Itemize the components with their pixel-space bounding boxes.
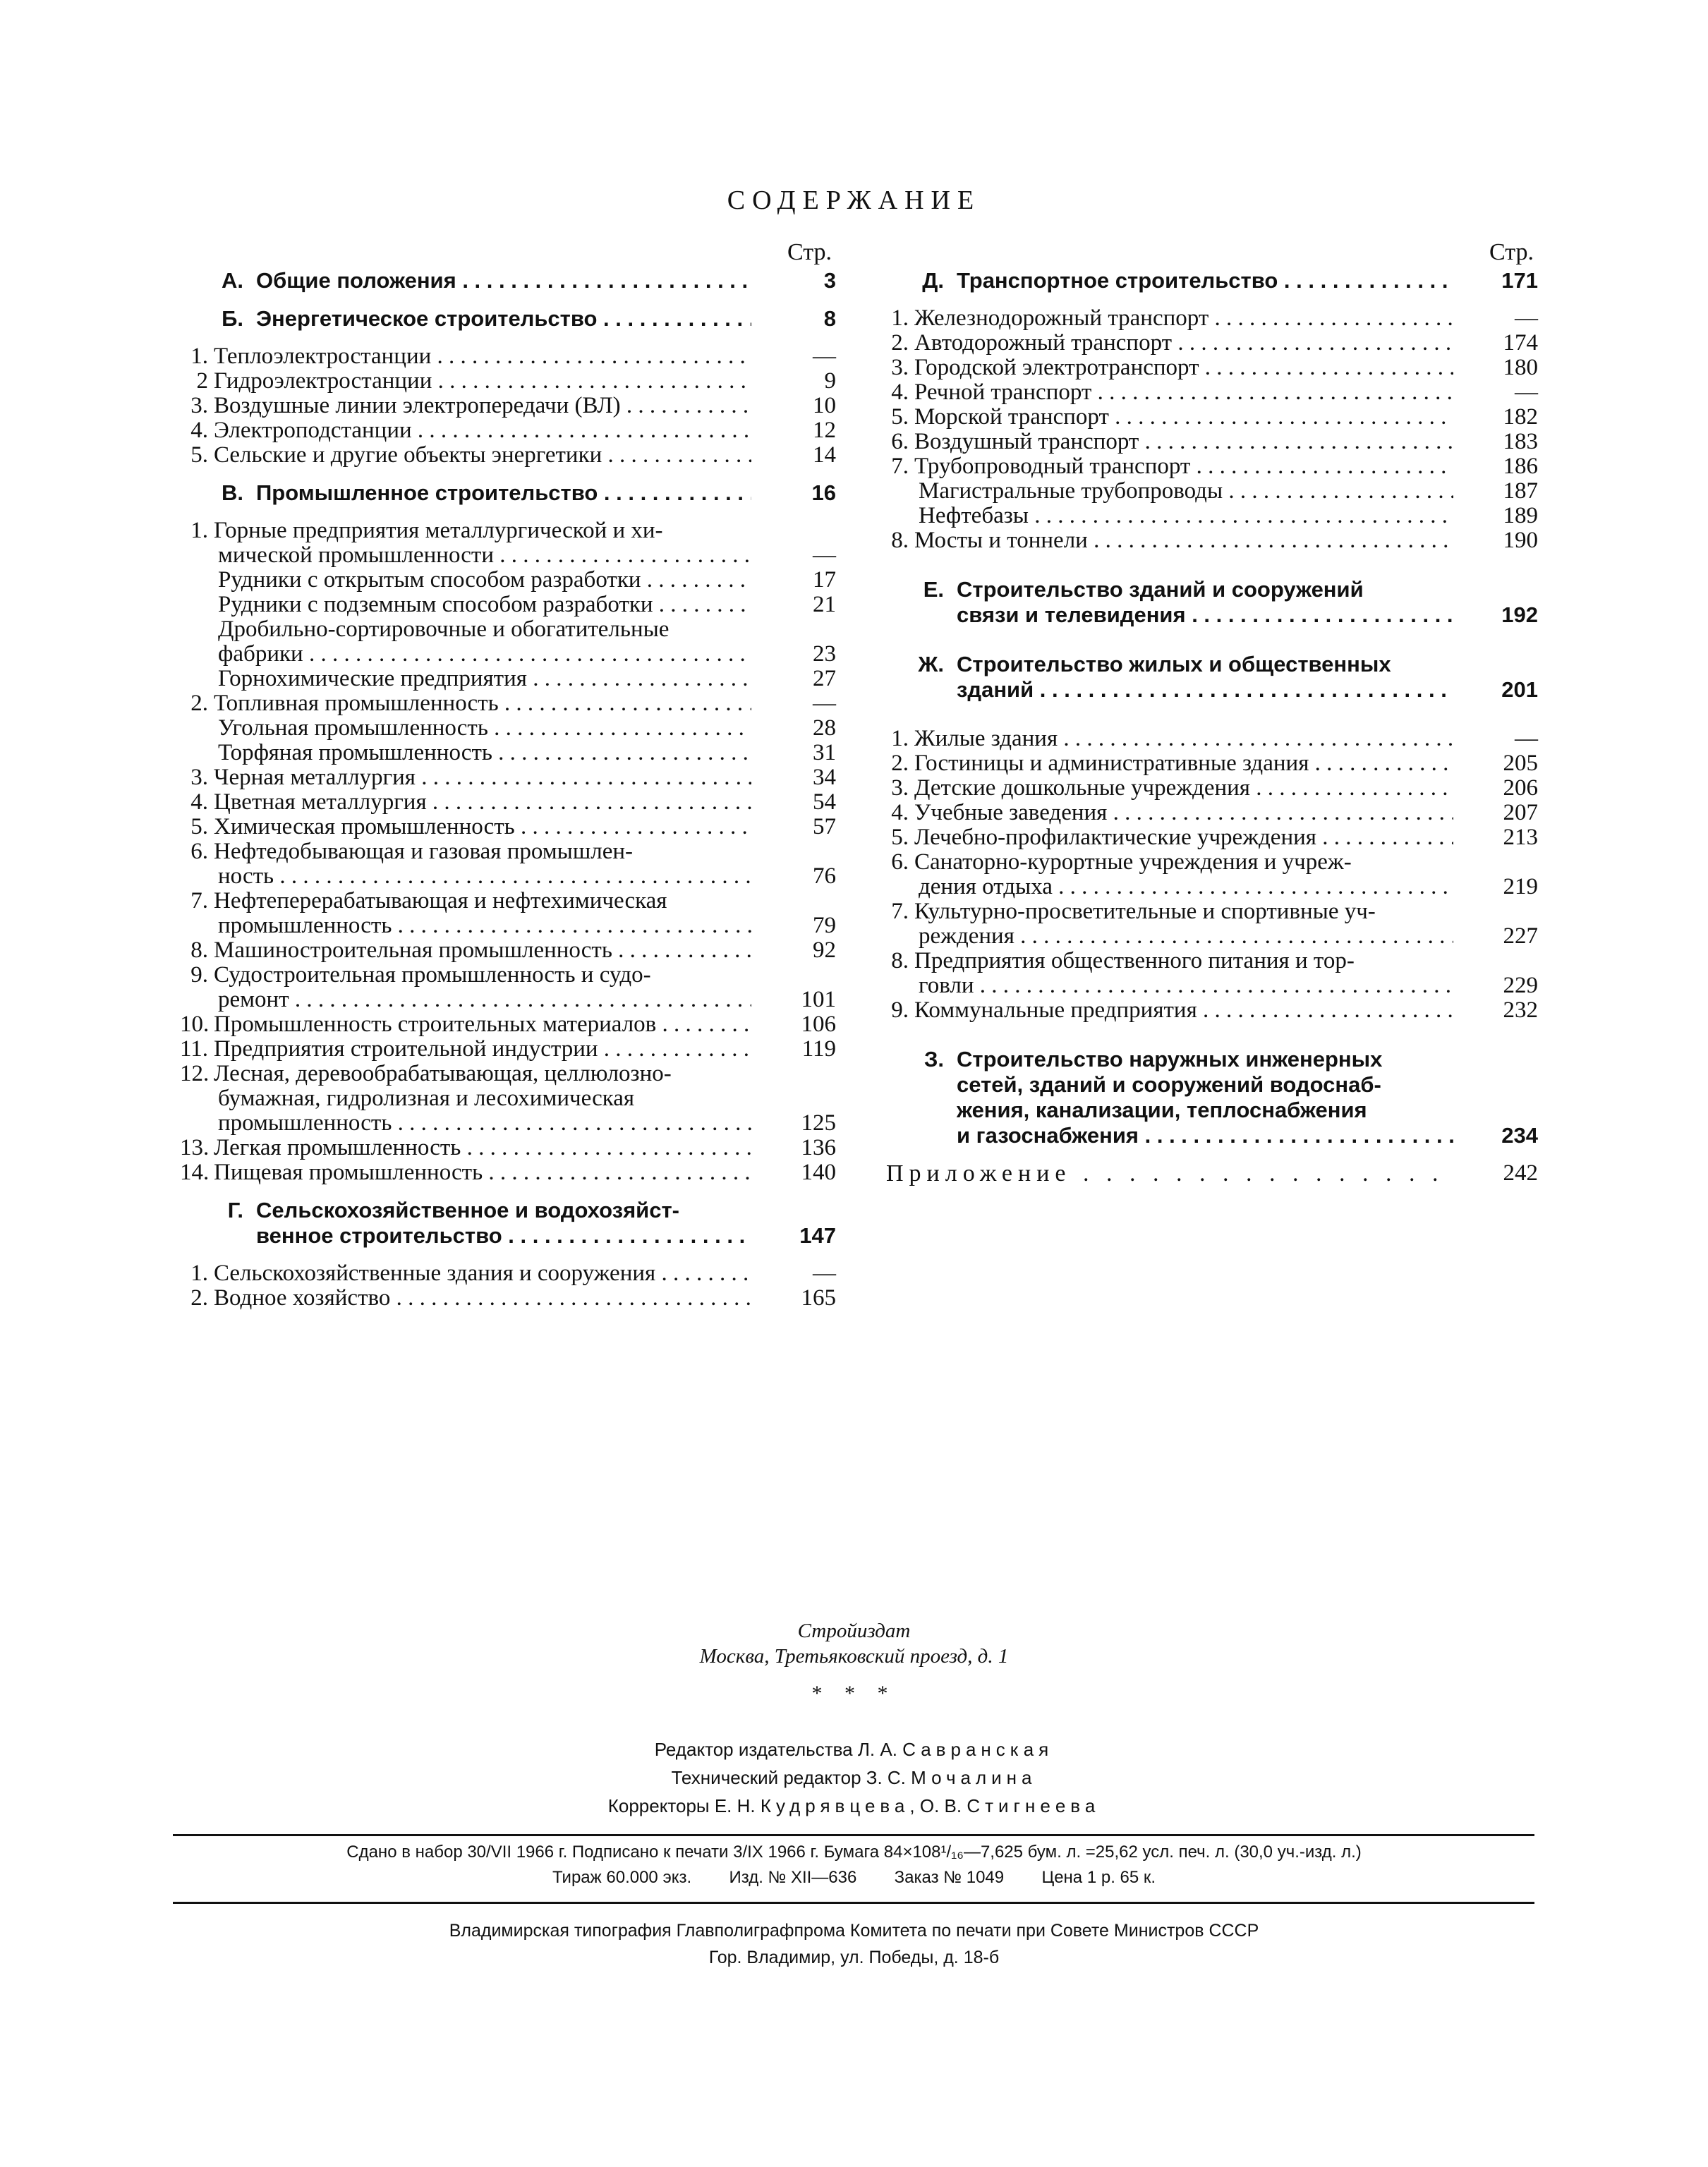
toc-entry-row [880, 504, 1538, 528]
toc-entry-row [180, 1037, 836, 1062]
entry-page-number: 92 [813, 937, 836, 963]
entry-title: зданий . . . [950, 677, 1453, 703]
entry-title: Воздушные линии электропередачи (ВЛ) . . . [214, 394, 751, 418]
entry-title: Магистральные трубопроводы . . . [914, 479, 1453, 504]
toc-entry-row [880, 751, 1538, 776]
toc-section-row [880, 652, 1538, 677]
entry-page-number: 140 [801, 1160, 836, 1185]
entry-title: Горнохимические предприятия . . . [214, 667, 751, 691]
toc-section-row [180, 1198, 836, 1223]
toc-entry-row [880, 356, 1538, 380]
toc-section-row [180, 1223, 836, 1249]
entry-page-number: 183 [1503, 429, 1538, 454]
entry-page-number: 234 [1501, 1123, 1538, 1148]
entry-number: 4. [891, 380, 909, 405]
entry-title: и газоснабжения . . . [950, 1123, 1453, 1148]
entry-title: Топливная промышленность . . . [214, 691, 751, 716]
toc-entry-row [180, 741, 836, 765]
entry-title: Гидроэлектростанции . . . [214, 369, 751, 394]
toc-entry-row [180, 642, 836, 667]
entry-number: 2. [891, 330, 909, 356]
entry-page-number: 17 [813, 567, 836, 593]
entry-title: Сельскохозяйственное и водохозяйст- [256, 1198, 679, 1222]
entry-title: Дробильно-сортировочные и обогатительные [218, 617, 670, 642]
toc-entry-row [880, 776, 1538, 801]
entry-title: Рудники с открытым способом разработки . . . [214, 568, 751, 593]
entry-page-number: — [1515, 726, 1538, 751]
spacer [880, 553, 1538, 577]
spacer [180, 293, 836, 306]
entry-page-number: 31 [813, 740, 836, 765]
entry-page-number: 187 [1503, 478, 1538, 504]
entry-page-number: 229 [1503, 973, 1538, 998]
toc-entry-row [180, 988, 836, 1012]
entry-title: Нефтебазы . . . [914, 504, 1453, 528]
entry-title: ремонт . . . [214, 988, 751, 1012]
toc-entry-row [180, 691, 836, 716]
entry-title: Электроподстанции . . . [214, 418, 751, 443]
entry-title: Городской электротранспорт . . . [914, 356, 1453, 380]
entry-title: связи и телевидения . . . [950, 602, 1453, 628]
entry-number: 3. [190, 765, 208, 790]
entry-page-number: 190 [1503, 528, 1538, 553]
toc-entry-row [180, 938, 836, 963]
toc-entry-row [180, 418, 836, 443]
entry-title: Предприятия строительной индустрии . . . [214, 1037, 751, 1062]
toc-entry-row [180, 667, 836, 691]
entry-title: Морской транспорт . . . [914, 405, 1453, 430]
toc-entry-row [180, 1136, 836, 1160]
entry-title: Сельские и другие объекты энергетики . . . [214, 443, 751, 468]
entry-number: В. [222, 480, 243, 505]
entry-page-number: 189 [1503, 503, 1538, 528]
toc-entry-row [180, 369, 836, 394]
toc-entry-row [180, 839, 836, 864]
entry-title: Строительство наружных инженерных [957, 1047, 1383, 1072]
toc-entry-row [180, 568, 836, 593]
entry-page-number: 174 [1503, 330, 1538, 356]
toc-entry-row [180, 593, 836, 617]
entry-title: ность . . . [214, 864, 751, 889]
toc-section-row [880, 1047, 1538, 1072]
entry-title: Машиностроительная промышленность . . . [214, 938, 751, 963]
entry-title: Санаторно-курортные учреждения и учреж- [914, 850, 1352, 875]
entry-number: Б. [222, 306, 243, 331]
toc-entry-row [180, 518, 836, 543]
bib-line-2: Тираж 60.000 экз. Изд. № XII—636 Заказ № 1049 Цена 1 р. 65 к. [552, 1868, 1156, 1887]
entry-title: Детские дошкольные учреждения . . . [914, 776, 1453, 801]
toc-entry-row [180, 716, 836, 741]
entry-title: говли . . . [914, 973, 1453, 998]
entry-title: Нефтедобывающая и газовая промышлен- [214, 839, 633, 864]
entry-title: жения, канализации, теплоснабжения [957, 1098, 1367, 1122]
toc-entry-row [880, 479, 1538, 504]
entry-title: Автодорожный транспорт . . . [914, 331, 1453, 356]
entry-number: 1. [190, 344, 208, 369]
printer-line-1: Владимирская типография Главполиграфпрома Комитета по печати при Совете Министров СССР [449, 1921, 1259, 1941]
toc-entry-row [180, 443, 836, 468]
toc-right-column [880, 237, 1538, 1186]
entry-title: Транспортное строительство . . . [950, 268, 1453, 293]
entry-page-number: 23 [813, 641, 836, 667]
entry-title: Промышленное строительство . . . [249, 480, 751, 506]
entry-page-number: 180 [1503, 355, 1538, 380]
toc-entry-row [180, 913, 836, 938]
entry-title: Черная металлургия . . . [214, 765, 751, 790]
entry-number: 8. [190, 937, 208, 963]
entry-page-number: 101 [801, 987, 836, 1012]
entry-title: венное строительство . . . [249, 1223, 751, 1249]
entry-title: Теплоэлектростанции . . . [214, 344, 751, 369]
toc-entry-row [180, 1160, 836, 1185]
entry-page-number: — [1515, 380, 1538, 405]
toc-entry-row [880, 528, 1538, 553]
entry-page-number: — [813, 1261, 836, 1286]
entry-title: мической промышленности . . . [214, 543, 751, 568]
printer-block [0, 1917, 1708, 1971]
toc-entry-row [180, 1086, 836, 1111]
page-title: СОДЕРЖАНИЕ [727, 186, 981, 215]
entry-number: 5. [190, 814, 208, 839]
entry-number: Д. [922, 268, 944, 293]
spacer [180, 506, 836, 518]
toc-entry-row [880, 973, 1538, 998]
toc-appendix-row [880, 1161, 1538, 1186]
entry-title: Коммунальные предприятия . . . [914, 998, 1453, 1023]
entry-page-number: 106 [801, 1012, 836, 1037]
entry-page-number: 76 [813, 863, 836, 889]
entry-page-number: 182 [1503, 404, 1538, 430]
entry-number: 8. [891, 528, 909, 553]
entry-page-number: — [1515, 305, 1538, 331]
correctors-line: Корректоры Е. Н. Кудрявцева, О. В. Стигнеева [607, 1795, 1101, 1816]
entry-page-number: 207 [1503, 800, 1538, 825]
entry-number: 10. [180, 1012, 210, 1037]
entry-page-number: 3 [823, 268, 836, 293]
spacer [880, 1148, 1538, 1161]
page-column-header: Стр. [787, 239, 832, 265]
entry-title: Рудники с подземным способом разработки . . . [214, 593, 751, 617]
entry-number: 4. [190, 789, 208, 815]
top-rule [173, 1834, 1534, 1836]
toc-entry-row [180, 1062, 836, 1086]
entry-page-number: 227 [1503, 923, 1538, 949]
entry-number: 5. [190, 442, 208, 468]
toc-section-row [880, 1098, 1538, 1123]
entry-page-number: 21 [813, 592, 836, 617]
spacer [180, 468, 836, 480]
entry-page-number: 232 [1503, 997, 1538, 1023]
entry-title: Общие положения . . . [249, 268, 751, 293]
entry-number: 2 [196, 368, 208, 394]
toc-entry-row [180, 394, 836, 418]
entry-number: 2. [190, 1285, 208, 1311]
entry-page-number: 147 [799, 1223, 836, 1248]
editor-line: Редактор издательства Л. А. Савранская [654, 1739, 1054, 1760]
entry-title: Воздушный транспорт . . . [914, 430, 1453, 454]
entry-number: 14. [180, 1160, 210, 1185]
toc-entry-row [880, 454, 1538, 479]
toc-entry-row [880, 924, 1538, 949]
entry-number: З. [923, 1047, 944, 1072]
bottom-rule [173, 1902, 1534, 1904]
entry-title: Гостиницы и административные здания . . . [914, 751, 1453, 776]
entry-title: Предприятия общественного питания и тор- [914, 949, 1355, 973]
spacer [880, 1023, 1538, 1047]
toc-entry-row [180, 864, 836, 889]
toc-entry-row [180, 1012, 836, 1037]
toc-entry-row [880, 850, 1538, 875]
entry-title: реждения . . . [914, 924, 1453, 949]
toc-section-row [880, 677, 1538, 703]
entry-title: бумажная, гидролизная и лесохимическая [218, 1086, 635, 1111]
printer-line-2: Гор. Владимир, ул. Победы, д. 18-б [708, 1948, 1000, 1967]
entry-page-number: 27 [813, 666, 836, 691]
entry-number: 1. [891, 305, 909, 331]
toc-section-row [180, 306, 836, 332]
entry-number: 4. [190, 418, 208, 443]
entry-page-number: 16 [811, 480, 836, 505]
entry-number: Е. [923, 577, 944, 602]
toc-entry-row [880, 825, 1538, 850]
toc-entry-row [880, 380, 1538, 405]
toc-entry-row [880, 949, 1538, 973]
entry-page-number: 201 [1501, 677, 1538, 702]
entry-page-number: 12 [813, 418, 836, 443]
entry-title: фабрики . . . [214, 642, 751, 667]
entry-page-number: 14 [813, 442, 836, 468]
entry-page-number: 8 [823, 306, 836, 331]
credits-block [0, 1735, 1708, 1820]
toc-entry-row [180, 1111, 836, 1136]
toc-entry-row [180, 617, 836, 642]
entry-number: 7. [190, 888, 208, 913]
entry-page-number: 171 [1501, 268, 1538, 293]
toc-entry-row [880, 430, 1538, 454]
toc-entry-row [880, 998, 1538, 1023]
entry-page-number: 219 [1503, 874, 1538, 899]
entry-number: 12. [180, 1061, 210, 1086]
entry-number: 11. [180, 1036, 209, 1062]
toc-entry-row [880, 331, 1538, 356]
spacer [880, 293, 1538, 306]
entry-number: 6. [190, 839, 208, 864]
entry-number: 7. [891, 454, 909, 479]
entry-page-number: 54 [813, 789, 836, 815]
entry-number: Г. [227, 1198, 243, 1222]
entry-title: Строительство зданий и сооружений [957, 577, 1364, 602]
entry-number: 5. [891, 825, 909, 850]
entry-page-number: 213 [1503, 825, 1538, 850]
toc-section-row [180, 480, 836, 506]
entry-title: Приложение . . . [886, 1161, 1453, 1186]
entry-page-number: — [813, 542, 836, 568]
entry-number: 1. [891, 726, 909, 751]
entry-number: 1. [190, 518, 208, 543]
entry-number: 8. [891, 948, 909, 973]
toc-section-row [880, 602, 1538, 628]
toc-entry-row [180, 543, 836, 568]
toc-entry-row [180, 790, 836, 815]
entry-title: дения отдыха . . . [914, 875, 1453, 899]
entry-title: Мосты и тоннели . . . [914, 528, 1453, 553]
entry-number: 5. [891, 404, 909, 430]
entry-title: Учебные заведения . . . [914, 801, 1453, 825]
entry-page-number: 125 [801, 1110, 836, 1136]
toc-section-row [880, 268, 1538, 293]
entry-page-number: 57 [813, 814, 836, 839]
toc-entry-row [880, 306, 1538, 331]
entry-page-number: 242 [1503, 1160, 1538, 1186]
entry-page-number: 28 [813, 715, 836, 741]
toc-section-row [880, 577, 1538, 602]
toc-entry-row [880, 801, 1538, 825]
entry-number: 3. [891, 355, 909, 380]
publisher-name: Стройиздат [797, 1620, 911, 1642]
entry-title: Промышленность строительных материалов . . . [214, 1012, 751, 1037]
toc-entry-row [180, 963, 836, 988]
spacer [180, 1249, 836, 1261]
entry-number: 9. [891, 997, 909, 1023]
toc-left-column [180, 237, 836, 1311]
toc-entry-row [180, 815, 836, 839]
entry-title: Угольная промышленность . . . [214, 716, 751, 741]
entry-title: Цветная металлургия . . . [214, 790, 751, 815]
toc-section-row [180, 268, 836, 293]
entry-page-number: — [813, 344, 836, 369]
entry-title: Нефтеперерабатывающая и нефтехимическая [214, 889, 667, 913]
bib-line-1: Сдано в набор 30/VII 1966 г. Подписано к печати 3/IX 1966 г. Бумага 84×108¹/₁₆—7,625 бум. л. =25,62 усл. печ. л. (30,0 уч.-изд. л.) [346, 1843, 1362, 1862]
entry-number: А. [222, 268, 243, 293]
tech-editor-line: Технический редактор З. С. Мочалина [671, 1767, 1037, 1788]
entry-page-number: — [813, 691, 836, 716]
entry-page-number: 206 [1503, 775, 1538, 801]
spacer [880, 703, 1538, 727]
entry-title: Культурно-просветительные и спортивные уч- [914, 899, 1376, 924]
separator-stars: * * * [811, 1682, 897, 1705]
entry-title: Водное хозяйство . . . [214, 1286, 751, 1311]
entry-number: 2. [190, 691, 208, 716]
publisher-address: Москва, Третьяковский проезд, д. 1 [699, 1645, 1009, 1668]
entry-number: 6. [891, 429, 909, 454]
entry-page-number: 34 [813, 765, 836, 790]
toc-entry-row [180, 765, 836, 790]
entry-title: промышленность . . . [214, 1111, 751, 1136]
toc-entry-row [180, 889, 836, 913]
entry-number: 7. [891, 899, 909, 924]
entry-page-number: 136 [801, 1135, 836, 1160]
entry-number: Ж. [918, 652, 944, 676]
entry-number: 3. [190, 393, 208, 418]
toc-entry-row [180, 1286, 836, 1311]
entry-page-number: 165 [801, 1285, 836, 1311]
entry-page-number: 186 [1503, 454, 1538, 479]
toc-section-row [880, 1072, 1538, 1098]
entry-title: Трубопроводный транспорт . . . [914, 454, 1453, 479]
toc-section-row [880, 1123, 1538, 1148]
entry-number: 13. [180, 1135, 210, 1160]
entry-page-number: 205 [1503, 751, 1538, 776]
entry-number: 6. [891, 849, 909, 875]
toc-entry-row [880, 727, 1538, 751]
spacer [180, 332, 836, 344]
entry-title: Судостроительная промышленность и судо- [214, 963, 651, 988]
entry-title: Химическая промышленность . . . [214, 815, 751, 839]
entry-title: Строительство жилых и общественных [957, 652, 1391, 676]
entry-number: 4. [891, 800, 909, 825]
entry-number: 2. [891, 751, 909, 776]
toc-entry-row [880, 875, 1538, 899]
entry-page-number: 9 [824, 368, 836, 394]
toc-entry-row [180, 344, 836, 369]
entry-title: Жилые здания . . . [914, 727, 1453, 751]
toc-entry-row [880, 405, 1538, 430]
spacer [880, 628, 1538, 652]
page-column-header: Стр. [1489, 239, 1534, 265]
entry-title: Железнодорожный транспорт . . . [914, 306, 1453, 331]
toc-entry-row [180, 1261, 836, 1286]
entry-title: Торфяная промышленность . . . [214, 741, 751, 765]
entry-title: Пищевая промышленность . . . [214, 1160, 751, 1185]
toc-entry-row [880, 899, 1538, 924]
entry-title: промышленность . . . [214, 913, 751, 938]
entry-title: Сельскохозяйственные здания и сооружения . . . [214, 1261, 751, 1286]
entry-page-number: 79 [813, 913, 836, 938]
entry-page-number: 192 [1501, 602, 1538, 627]
entry-page-number: 10 [813, 393, 836, 418]
entry-title: Речной транспорт . . . [914, 380, 1453, 405]
entry-number: 9. [190, 962, 208, 988]
entry-title: Лечебно-профилактические учреждения . . . [914, 825, 1453, 850]
entry-title: Горные предприятия металлургической и хи- [214, 518, 663, 543]
entry-title: сетей, зданий и сооружений водоснаб- [957, 1072, 1381, 1097]
entry-page-number: 119 [801, 1036, 836, 1062]
entry-title: Легкая промышленность . . . [214, 1136, 751, 1160]
entry-number: 1. [190, 1261, 208, 1286]
entry-title: Лесная, деревообрабатывающая, целлюлозно- [214, 1062, 672, 1086]
entry-number: 3. [891, 775, 909, 801]
spacer [180, 1185, 836, 1198]
entry-title: Энергетическое строительство . . . [249, 306, 751, 332]
